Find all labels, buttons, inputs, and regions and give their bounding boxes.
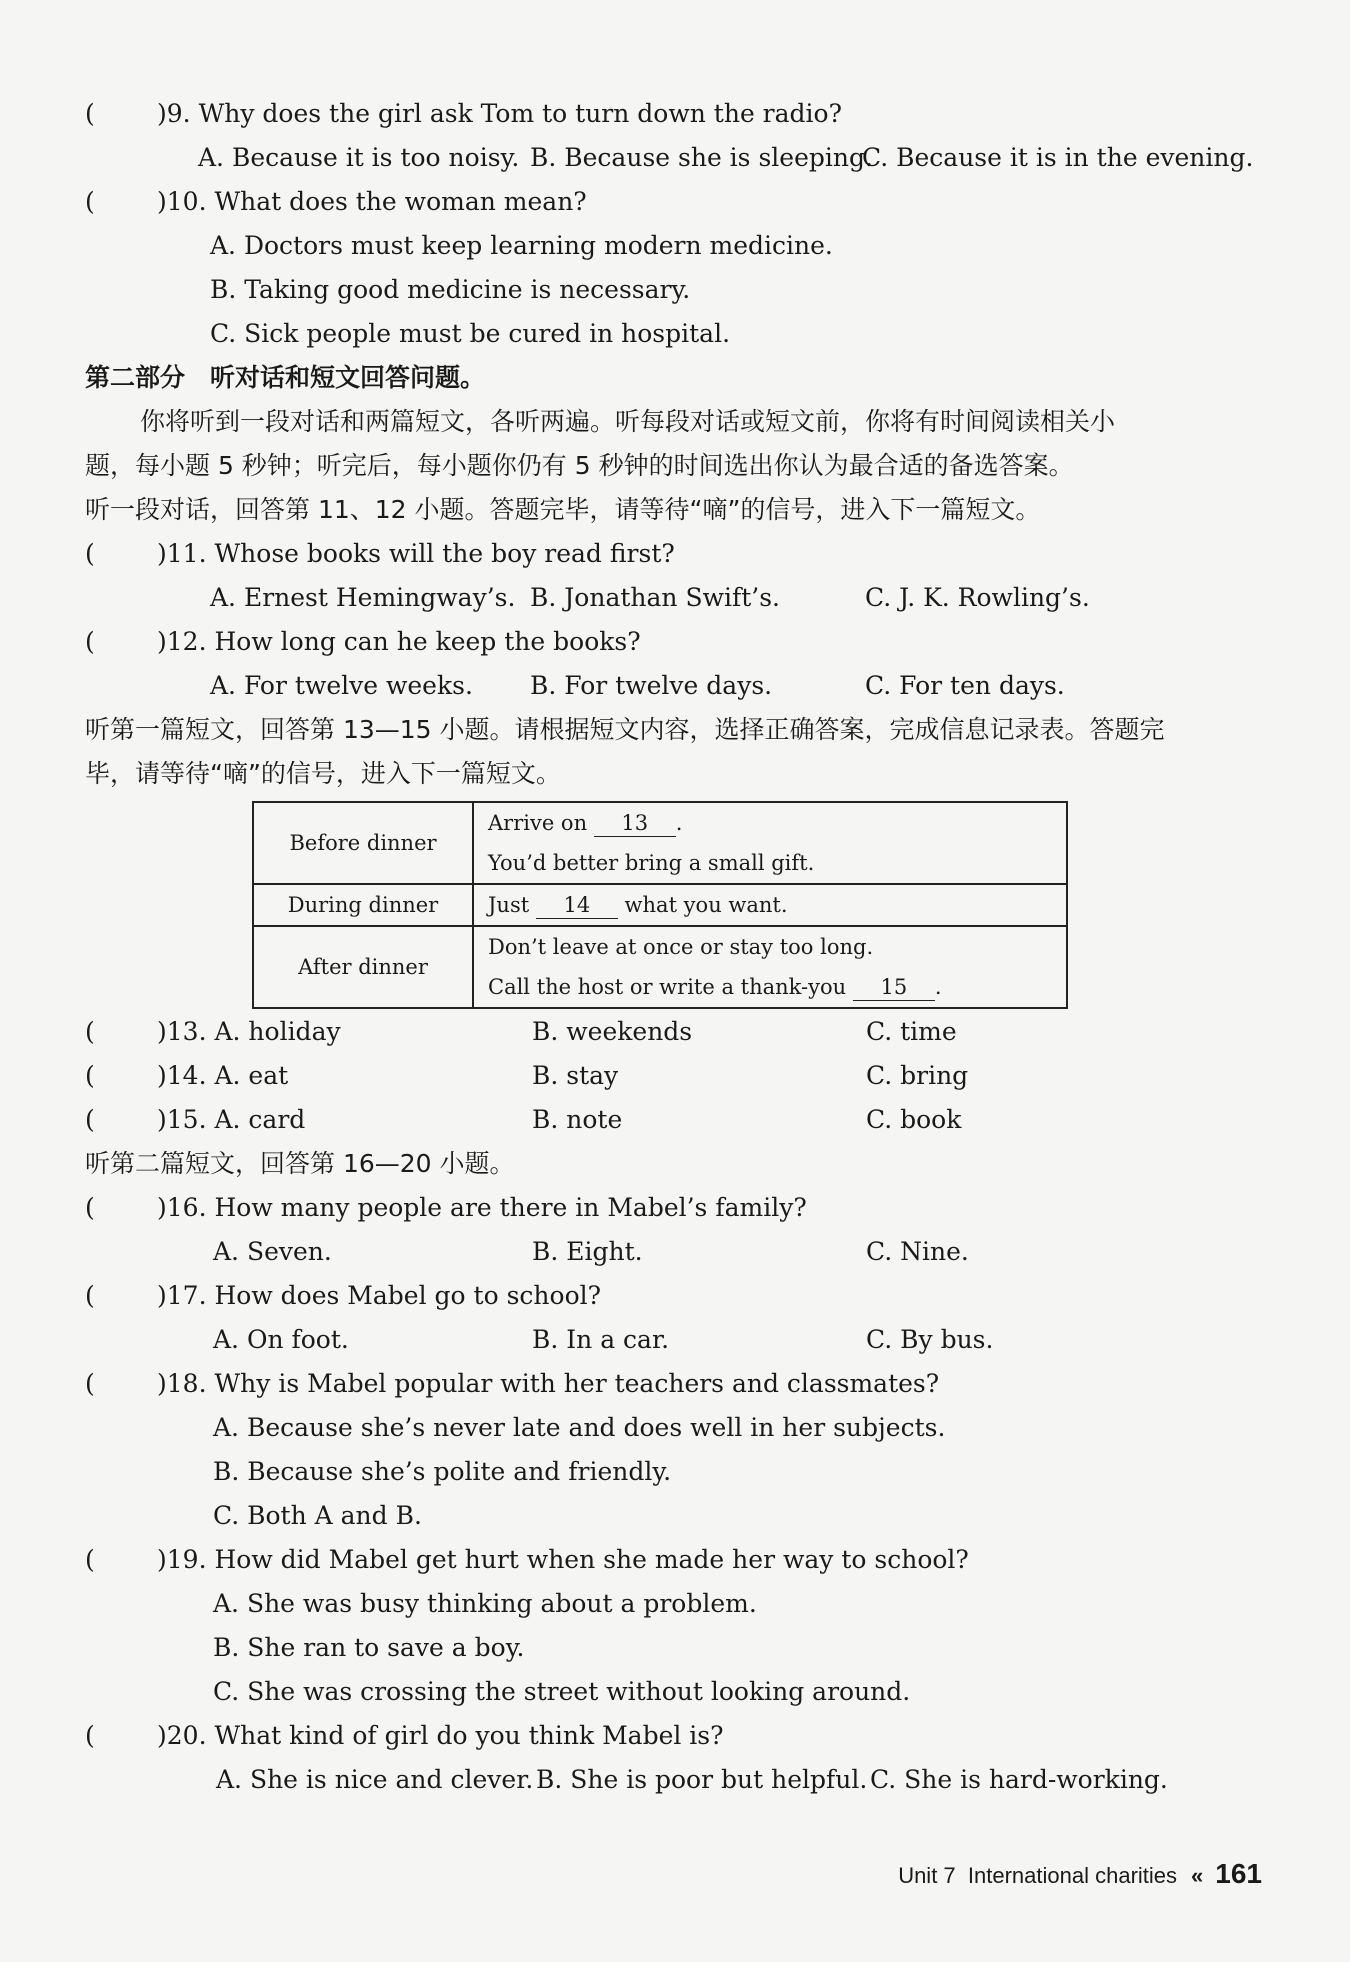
answer-paren: ( [85, 627, 95, 656]
question-12: ( )12. How long can he keep the books? [85, 625, 641, 659]
question-text: What does the woman mean? [214, 187, 587, 216]
answer-paren: ( [85, 1105, 95, 1134]
table-row [253, 802, 1067, 884]
option-b: B. She ran to save a boy. [213, 1633, 525, 1662]
question-text: Why does the girl ask Tom to turn down the radio? [198, 99, 842, 128]
chevron-left-icon: « [1191, 1863, 1204, 1888]
option-b: B. For twelve days. [530, 671, 773, 700]
section-intro: 你将听到一段对话和两篇短文，各听两遍。听每段对话或短文前，你将有时间阅读相关小 [140, 407, 1116, 436]
option-b: B. In a car. [532, 1325, 670, 1354]
answer-paren: ( [85, 1545, 95, 1574]
question-text: What kind of girl do you think Mabel is? [214, 1721, 724, 1750]
question-19: ( )19. How did Mabel get hurt when she made her way to school? [85, 1543, 969, 1577]
row-content: Just 14 what you want. [473, 884, 1067, 926]
row-label: Before dinner [253, 802, 473, 884]
blank-15: 15 [853, 974, 935, 1001]
row-content: Don’t leave at once or stay too long. Call the host or write a thank-you 15 . [473, 926, 1067, 1008]
option-c: C. time [866, 1017, 957, 1046]
option-c: C. Nine. [866, 1237, 969, 1266]
answer-paren: ( [85, 1369, 95, 1398]
option-b: B. Eight. [532, 1237, 643, 1266]
option-b: B. Taking good medicine is necessary. [210, 275, 691, 304]
option-a: A. holiday [214, 1017, 341, 1046]
row-content: Arrive on 13 . You’d better bring a small gift. [473, 802, 1067, 884]
option-a: A. eat [214, 1061, 289, 1090]
option-c: C. bring [866, 1061, 969, 1090]
answer-paren: ( [85, 1017, 95, 1046]
option-a: A. She is nice and clever. [216, 1765, 534, 1794]
answer-paren: ( [85, 539, 95, 568]
option-c: C. For ten days. [865, 671, 1065, 700]
option-a: A. Doctors must keep learning modern medicine. [210, 231, 833, 260]
option-a: A. For twelve weeks. [210, 671, 473, 700]
question-11: ( )11. Whose books will the boy read first? [85, 537, 675, 571]
question-16: ( )16. How many people are there in Mabel’s family? [85, 1191, 807, 1225]
option-a: A. Because it is too noisy. [198, 143, 520, 172]
answer-paren: ( [85, 1721, 95, 1750]
row-label: During dinner [253, 884, 473, 926]
option-a: A. She was busy thinking about a problem. [213, 1589, 757, 1618]
question-text: How did Mabel get hurt when she made her way to school? [214, 1545, 969, 1574]
question-10: ( )10. What does the woman mean? [85, 185, 587, 219]
option-a: A. Seven. [213, 1237, 332, 1266]
option-b: B. note [532, 1105, 623, 1134]
option-b: B. Because she is sleeping. [530, 143, 873, 172]
unit-title: International charities [967, 1863, 1178, 1888]
option-c: C. Sick people must be cured in hospital. [210, 319, 731, 348]
option-b: B. stay [532, 1061, 619, 1090]
blank-13: 13 [594, 810, 676, 837]
option-b: B. Jonathan Swift’s. [530, 583, 780, 612]
option-c: C. book [866, 1105, 962, 1134]
option-a: A. On foot. [213, 1325, 349, 1354]
question-17: ( )17. How does Mabel go to school? [85, 1279, 601, 1313]
answer-paren: ( [85, 99, 95, 128]
option-b: B. She is poor but helpful. [536, 1765, 868, 1794]
answer-paren: ( [85, 1193, 95, 1222]
option-c: C. By bus. [866, 1325, 994, 1354]
option-b: B. weekends [532, 1017, 693, 1046]
passage1-instructions: 听第一篇短文，回答第 13—15 小题。请根据短文内容，选择正确答案，完成信息记录表。答题完 [85, 715, 1165, 744]
info-record-table [252, 801, 1068, 1009]
option-b: B. Because she’s polite and friendly. [213, 1457, 672, 1486]
option-c: C. Both A and B. [213, 1501, 422, 1530]
option-a: A. Because she’s never late and does well in her subjects. [213, 1413, 946, 1442]
question-text: How long can he keep the books? [214, 627, 641, 656]
page-number: 161 [1215, 1858, 1262, 1889]
page-footer [898, 1858, 1262, 1890]
question-13: ( )13. A. holiday [85, 1015, 341, 1049]
option-a: A. Ernest Hemingway’s. [210, 583, 516, 612]
answer-paren: ( [85, 1061, 95, 1090]
unit-label: Unit 7 [898, 1863, 956, 1888]
option-c: C. She is hard-working. [870, 1765, 1168, 1794]
table-row [253, 884, 1067, 926]
option-c: C. J. K. Rowling’s. [865, 583, 1090, 612]
option-a: A. card [214, 1105, 306, 1134]
table-row [253, 926, 1067, 1008]
question-text: Whose books will the boy read first? [214, 539, 675, 568]
section-intro: 题，每小题 5 秒钟；听完后，每小题你仍有 5 秒钟的时间选出你认为最合适的备选答案。 [85, 451, 1074, 480]
option-c: C. Because it is in the evening. [862, 143, 1254, 172]
blank-14: 14 [536, 892, 618, 919]
dialog-instructions: 听一段对话，回答第 11、12 小题。答题完毕，请等待“嘀”的信号，进入下一篇短文。 [85, 495, 1041, 524]
question-15: ( )15. A. card [85, 1103, 305, 1137]
section-title: 第二部分 听对话和短文回答问题。 [85, 363, 486, 392]
question-text: Why is Mabel popular with her teachers and classmates? [214, 1369, 940, 1398]
question-20: ( )20. What kind of girl do you think Mabel is? [85, 1719, 724, 1753]
question-14: ( )14. A. eat [85, 1059, 288, 1093]
question-text: How does Mabel go to school? [214, 1281, 602, 1310]
question-9: ( )9. Why does the girl ask Tom to turn down the radio? [85, 97, 842, 131]
answer-paren: ( [85, 1281, 95, 1310]
question-18: ( )18. Why is Mabel popular with her teachers and classmates? [85, 1367, 939, 1401]
row-label: After dinner [253, 926, 473, 1008]
option-c: C. She was crossing the street without looking around. [213, 1677, 911, 1706]
passage1-instructions: 毕，请等待“嘀”的信号，进入下一篇短文。 [85, 759, 561, 788]
answer-paren: ( [85, 187, 95, 216]
question-text: How many people are there in Mabel’s family? [214, 1193, 807, 1222]
passage2-instructions: 听第二篇短文，回答第 16—20 小题。 [85, 1149, 515, 1178]
